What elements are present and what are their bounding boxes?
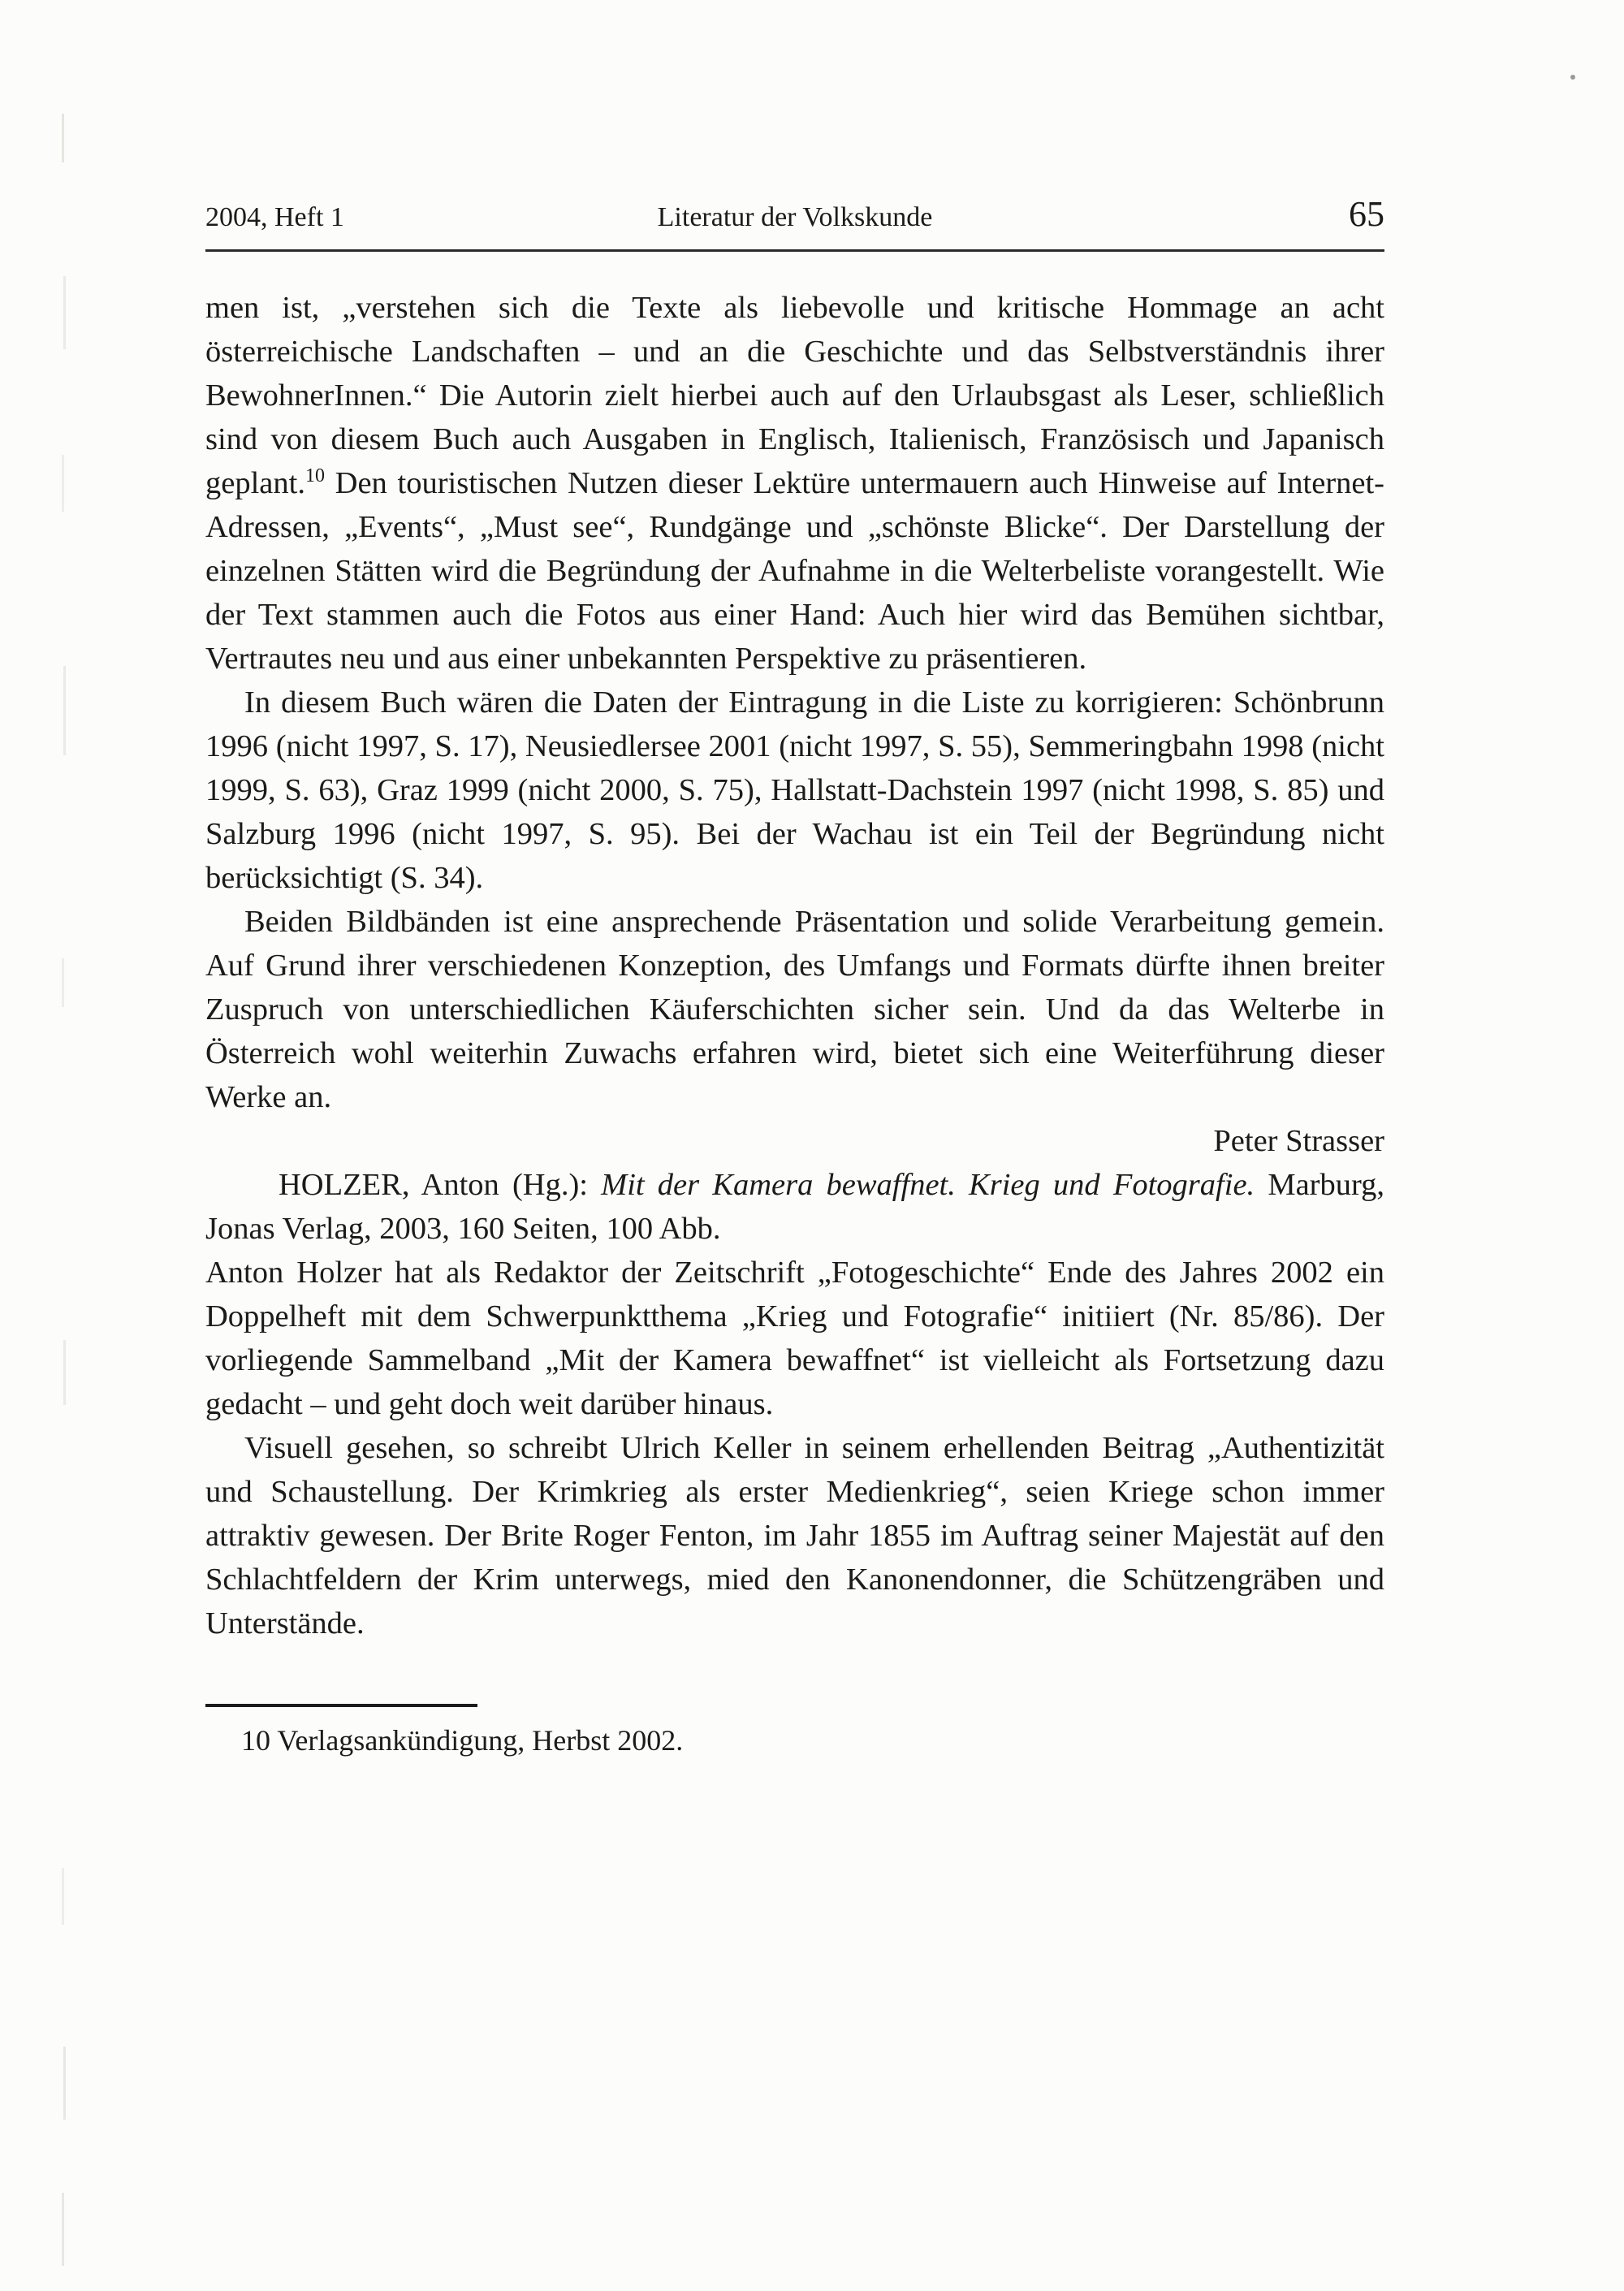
footnote-reference: 10: [304, 465, 325, 487]
scan-dot-artifact: [1570, 75, 1575, 80]
journal-title: Literatur der Volkskunde: [657, 202, 933, 232]
review1-paragraph-continuation: [205, 286, 1384, 681]
footnote-number: 10: [241, 1724, 270, 1757]
paragraph-text: Den touristischen Nutzen dieser Lektüre untermauern auch Hinweise auf Internet-Adressen, „Events“, „Must see“, Rundgänge und „schönste Blicke“. Der Darstellung der einzelnen Stätten wird die Begründung der Aufnahme in die Welterbeliste vorangestellt. Wie der Text stammen auch die Fotos aus einer Hand: Auch hier wird das Bemühen sichtbar, Vertrautes neu und aus einer unbekannten Perspektive zu präsentieren.: [205, 466, 1384, 676]
review2-heading: [205, 1163, 1384, 1251]
review2-book-title: Mit der Kamera bewaffnet. Krieg und Fotografie.: [601, 1168, 1255, 1202]
page-number: 65: [1349, 194, 1384, 234]
footnote: [205, 1720, 1384, 1761]
scanned-page: [205, 193, 1384, 1761]
footnote-text: Verlagsankündigung, Herbst 2002.: [270, 1724, 684, 1757]
reviewer-signature: Peter Strasser: [1213, 1124, 1384, 1158]
review2-author: HOLZER, Anton (Hg.):: [279, 1168, 602, 1202]
scan-artifact: [63, 2047, 66, 2120]
scan-artifact: [62, 1868, 64, 1925]
review1-paragraph-conclusion: Beiden Bildbänden ist eine ansprechende Präsentation und solide Verarbeitung gemein. Auf Grund ihrer verschiedenen Konzeption, des Umfangs und Formats dürfte ihnen breiter Zuspruch von unterschiedlichen Käuferschichten sicher sein. Und da das Welterbe in Österreich wohl weiterhin Zuwachs erfahren wird, bietet sich eine Weiterführung dieser Werke an.: [205, 905, 1384, 1114]
footnote-separator-rule: [205, 1704, 477, 1707]
scan-artifact: [62, 958, 64, 1007]
scan-artifact: [63, 276, 66, 349]
page-header: [205, 193, 1384, 252]
page-body: [205, 286, 1384, 1761]
scan-artifact: [62, 114, 64, 162]
scan-artifact: [63, 1340, 66, 1405]
review2-paragraph-intro: Anton Holzer hat als Redaktor der Zeitschrift „Fotogeschichte“ Ende des Jahres 2002 ein Doppelheft mit dem Schwerpunktthema „Krieg und Fotografie“ initiiert (Nr. 85/86). Der vorliegende Sammelband „Mit der Kamera bewaffnet“ ist vielleicht als Fortsetzung dazu gedacht – und geht doch weit darüber hinaus.: [205, 1256, 1384, 1421]
scan-artifact: [63, 666, 66, 755]
scan-artifact: [62, 2193, 64, 2266]
scan-artifact: [62, 455, 64, 512]
review1-paragraph-corrections: In diesem Buch wären die Daten der Eintragung in die Liste zu korrigieren: Schönbrunn 1996 (nicht 1997, S. 17), Neusiedlersee 2001 (nicht 1997, S. 55), Semmeringbahn 1998 (nicht 1999, S. 63), Graz 1999 (nicht 2000, S. 75), Hallstatt-Dachstein 1997 (nicht 1998, S. 85) und Salzburg 1996 (nicht 1997, S. 95). Bei der Wachau ist ein Teil der Begründung nicht berücksichtigt (S. 34).: [205, 685, 1384, 895]
issue-label: 2004, Heft 1: [205, 202, 344, 232]
review2-publication-info: Marburg, Jonas Verlag, 2003, 160 Seiten, 100 Abb.: [205, 1168, 1384, 1246]
paragraph-text: men ist, „verstehen sich die Texte als liebevolle und kritische Hommage an acht österreichische Landschaften – und an die Geschichte und das Selbstverständnis ihrer BewohnerInnen.“ Die Autorin zielt hierbei auch auf den Urlaubsgast als Leser, schließlich sind von diesem Buch auch Ausgaben in Englisch, Italienisch, Französisch und Japanisch geplant.: [205, 291, 1384, 500]
review2-paragraph-keller: Visuell gesehen, so schreibt Ulrich Keller in seinem erhellenden Beitrag „Authentizität und Schaustellung. Der Krimkrieg als erster Medienkrieg“, seien Kriege schon immer attraktiv gewesen. Der Brite Roger Fenton, im Jahr 1855 im Auftrag seiner Majestät auf den Schlachtfeldern der Krim unterwegs, mied den Kanonendonner, die Schützengräben und Unterstände.: [205, 1431, 1384, 1640]
